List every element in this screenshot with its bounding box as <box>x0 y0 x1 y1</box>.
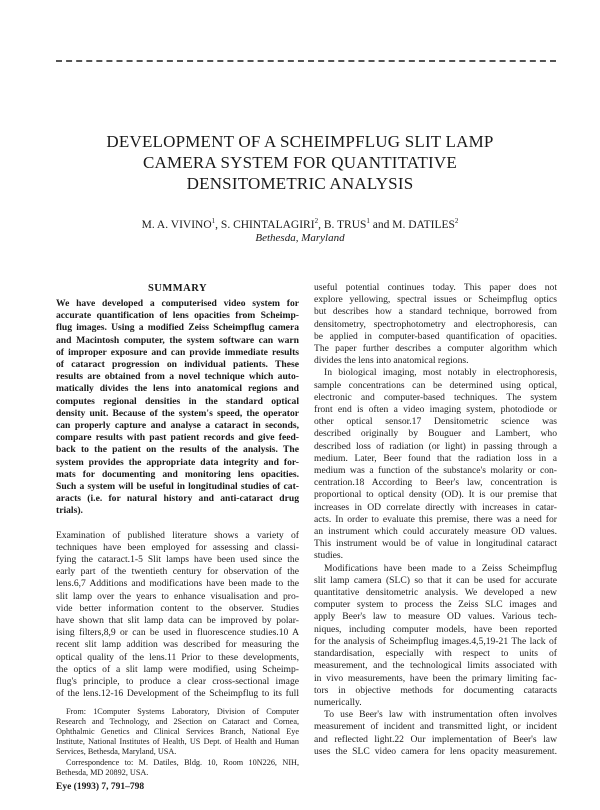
text-line: measurement of incident and transmitted light, or incident <box>314 721 557 733</box>
text-line: the optics of a slit lamp were modified, using Scheimp- <box>56 663 299 675</box>
text-line: and Macintosh computer, the system software can warn <box>56 334 299 346</box>
author-name: B. TRUS <box>323 218 367 231</box>
text-line: To use Beer's law with instrumentation often involves <box>324 709 557 721</box>
text-line: early part of the twentieth century for observation of the <box>56 566 299 578</box>
text-line: acts. In order to evaluate this premise, there was a need for <box>314 513 557 525</box>
text-line: described originally by Bouguer and Lambert, who <box>314 428 557 440</box>
text-line: results are obtained from a novel technique which auto- <box>56 371 299 383</box>
text-line: optical quality of the lens.11 Prior to these developments, <box>56 651 299 663</box>
footnote-line: Services, Bethesda, Maryland, USA. <box>56 747 177 757</box>
text-line: can properly capture and analyse a cataract in seconds, <box>56 420 299 432</box>
body-paragraph <box>314 563 557 709</box>
summary-abstract <box>56 298 299 518</box>
text-line: increases in OD correlate directly with increases in catar- <box>314 501 557 513</box>
text-line: and reflected light.22 Our implementation of Beer's law <box>314 733 557 745</box>
author-name: S. CHINTALAGIRI <box>220 218 315 231</box>
text-line: vide better information content to the observer. Studies <box>56 602 299 614</box>
text-line: compare results with past patient records and give feed- <box>56 432 299 444</box>
text-line: front end is often a video imaging system, photodiode or <box>314 404 557 416</box>
text-line: In biological imaging, most notably in electrophoresis, <box>324 367 557 379</box>
top-rule <box>56 60 556 62</box>
affiliation-footnotes <box>56 707 299 778</box>
text-line: described loss of radiation (or light) in passing through a <box>314 440 557 452</box>
author-conjunction: and <box>369 218 393 231</box>
text-line: studies. <box>314 550 344 562</box>
text-line: proportional to optical density (OD). It is our premise that <box>314 489 557 501</box>
title-line-3: DENSITOMETRIC ANALYSIS <box>186 174 414 193</box>
text-line: aracts (i.e. for natural history and anti-cataract drug <box>56 493 299 505</box>
article-title <box>60 131 540 194</box>
text-line: electronic and computer-based techniques. The system <box>314 391 557 403</box>
text-line: flug images. Using a modified Zeiss Scheimpflug camera <box>56 322 299 334</box>
affiliation-marker: 2 <box>454 217 459 225</box>
footnote-line: From: 1Computer Systems Laboratory, Division of Computer <box>66 706 299 716</box>
text-line: tors in objective methods for documenting cataracts <box>314 684 557 696</box>
text-line: quantitative densitometric analysis. We developed a new <box>314 587 557 599</box>
text-line: be applied in computer-based quantification of opacities. <box>314 330 557 342</box>
text-line: Examination of published literature shows a variety of <box>56 529 299 541</box>
affiliation-marker: 2 <box>314 217 319 225</box>
text-line: have shown that slit lamp data can be improved by polar- <box>56 615 299 627</box>
text-line: trials). <box>56 505 83 517</box>
text-line: slit lamp camera (SLC) so that it can be used for accurate <box>314 574 557 586</box>
text-line: of the lens.12-16 Development of the Scheimpflug to its full <box>56 688 299 700</box>
body-paragraph <box>314 282 557 367</box>
text-line: fying the cataract.1-5 Slit lamps have been used since the <box>56 554 299 566</box>
author-separator: , <box>215 218 221 231</box>
text-line: We have developed a computerised video system for <box>56 298 299 309</box>
text-line: techniques have been employed for assessing and classi- <box>56 541 299 553</box>
text-line: lens.6,7 Additions and modifications have been made to the <box>56 578 299 590</box>
text-line: centration.18 According to Beer's law, concentration is <box>314 477 557 489</box>
text-line: for the analysis of Scheimpflug images.4,5,19-21 The lack of <box>314 635 557 647</box>
text-line: ising filters,8,9 or can be used in fluorescence studies.10 A <box>56 627 299 639</box>
text-line: apply Beer's law to measure OD values. Various tech- <box>314 611 557 623</box>
footnote-line: Institute, National Institutes of Health, US Dept. of Health and Human <box>56 737 299 747</box>
author-list <box>60 214 540 232</box>
text-line: densitometry, spectrophotometry and electrophoresis, can <box>314 318 557 330</box>
author-location: Bethesda, Maryland <box>255 232 345 244</box>
text-line: medium. Later, Beer found that the radiation loss in a <box>314 452 557 464</box>
text-line: accurate quantification of lens opacities from Scheimp- <box>56 310 299 322</box>
affiliation-marker: 1 <box>211 217 216 225</box>
text-line: standardisation, especially with respect to units of <box>314 648 557 660</box>
text-line: niques, including computer models, have been reported <box>314 623 557 635</box>
affiliation-marker: 1 <box>366 217 370 225</box>
text-line: system provides the appropriate data integrity and for- <box>56 456 299 468</box>
title-line-1: DEVELOPMENT OF A SCHEIMPFLUG SLIT LAMP <box>106 132 494 151</box>
text-line: uses the SLC video camera for lens opacity measurement. <box>314 745 557 757</box>
footnote-line: Ophthalmic Genetics and Clinical Services Branch, National Eye <box>56 726 299 736</box>
title-line-2: CAMERA SYSTEM FOR QUANTITATIVE <box>143 153 457 172</box>
text-line: measurement, and the technological limits associated with <box>314 660 557 672</box>
text-line: Modifications have been made to a Zeiss Scheimpflug <box>324 562 557 574</box>
text-line: slit lamp over the years to enhance visualisation and pro- <box>56 590 299 602</box>
text-line: flug's principle, to produce a clear cross-sectional image <box>56 676 299 688</box>
text-line: Such a system will be useful in longitudinal studies of cat- <box>56 481 299 493</box>
text-line: but describes how a standard technique, borrowed from <box>314 306 557 318</box>
footnote-line: Correspondence to: M. Datiles, Bldg. 10, Room 10N226, NIH, <box>66 757 299 767</box>
author-name: M. A. VIVINO <box>141 218 212 231</box>
text-line: matically divides the lens into anatomical regions and <box>56 383 299 395</box>
text-line: computer system to process the Zeiss SLC images and <box>314 599 557 611</box>
intro-paragraph <box>56 530 299 701</box>
text-line: The paper further describes a computer algorithm which <box>314 343 557 355</box>
footnote-line: Research and Technology, and 2Section on Cataract and Cornea, <box>56 716 299 726</box>
text-line: mats for documenting and monitoring lens opacities. <box>56 468 299 480</box>
text-line: recent slit lamp addition was described for measuring the <box>56 639 299 651</box>
text-line: an instrument which could accurately measure OD values. <box>314 526 557 538</box>
text-line: density unit. Because of the system's speed, the operator <box>56 407 299 419</box>
text-line: other optical sensor.17 Densitometric science was <box>314 416 557 428</box>
author-separator: , <box>318 218 324 231</box>
text-line: useful potential continues today. This paper does not <box>314 282 557 293</box>
body-paragraph <box>314 367 557 562</box>
right-column <box>314 282 557 758</box>
text-line: medium was a function of the substance's molarity or con- <box>314 465 557 477</box>
text-line: in vivo measurements, have been the primary limiting fac- <box>314 672 557 684</box>
text-line: of cataract progression on individual patients. These <box>56 359 299 371</box>
left-column <box>56 282 299 778</box>
text-line: sample concentrations can be determined using optical, <box>314 379 557 391</box>
text-line: back to the patient on the results of the analysis. The <box>56 444 299 456</box>
text-line: This instrument would be of value in longitudinal cataract <box>314 538 557 550</box>
footnote-line: Bethesda, MD 20892, USA. <box>56 767 149 777</box>
author-name: M. DATILES <box>392 218 455 231</box>
text-line: computes regional densities in the standard optical <box>56 395 299 407</box>
text-line: numerically. <box>314 696 362 708</box>
text-line: explore yellowing, spectral issues or Scheimpflug optics <box>314 294 557 306</box>
summary-heading: SUMMARY <box>147 283 208 294</box>
text-line: of improper exposure and can provide immediate results <box>56 346 299 358</box>
journal-citation: Eye (1993) 7, 791–798 <box>56 782 145 792</box>
body-paragraph <box>314 709 557 758</box>
text-line: divides the lens into anatomical regions. <box>314 355 469 367</box>
